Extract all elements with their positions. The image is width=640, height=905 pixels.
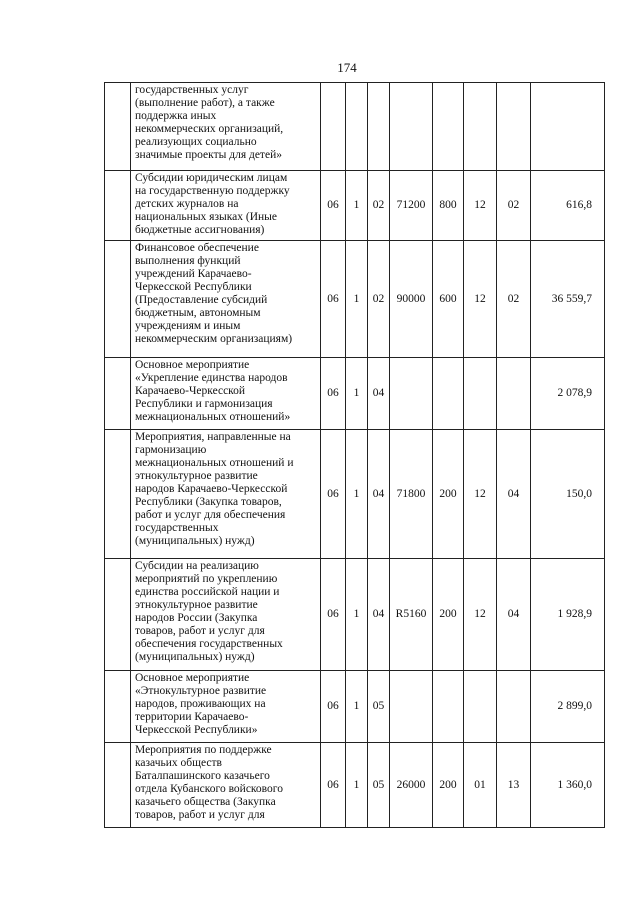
row-number-cell — [105, 671, 131, 743]
row-name-line: «Этнокультурное развитие — [135, 685, 267, 697]
row-name-line: Карачаево-Черкесской — [135, 385, 246, 397]
row-name-line: некоммерческих организаций, — [135, 123, 284, 135]
row-name-line: Субсидии юридическим лицам — [135, 172, 288, 184]
section-cell: 06 — [321, 430, 346, 559]
row-name-cell — [131, 83, 321, 171]
amount-cell: 150,0 — [531, 430, 605, 559]
row-name-line: территории Карачаево- — [135, 711, 249, 723]
expense-type-cell — [433, 358, 464, 430]
program-cell: 05 — [368, 743, 390, 828]
row-name-line: межнациональных отношений и — [135, 457, 294, 469]
table-row — [105, 671, 605, 743]
subsection-cell: 1 — [346, 743, 368, 828]
subsection-cell: 1 — [346, 430, 368, 559]
expense-type-cell: 200 — [433, 430, 464, 559]
row-name-cell — [131, 671, 321, 743]
section-cell: 06 — [321, 171, 346, 241]
podrazdel-cell — [497, 83, 531, 171]
row-name-line: казачьего общества (Закупка — [135, 796, 276, 808]
razdel-cell: 12 — [464, 171, 497, 241]
row-name-line: работ и услуг для обеспечения — [135, 509, 286, 521]
subsection-cell: 1 — [346, 671, 368, 743]
table-row — [105, 430, 605, 559]
row-name-line: государственных — [135, 522, 219, 534]
podrazdel-cell: 13 — [497, 743, 531, 828]
row-name-line: реализующих социально — [135, 136, 257, 148]
razdel-cell: 12 — [464, 430, 497, 559]
expense-type-cell — [433, 83, 464, 171]
row-name-line: Республики (Закупка товаров, — [135, 496, 282, 508]
row-name-line: Финансовое обеспечение — [135, 242, 259, 254]
amount-cell: 616,8 — [531, 171, 605, 241]
razdel-cell: 12 — [464, 559, 497, 671]
row-name-line: бюджетным, автономным — [135, 307, 261, 319]
amount-cell: 2 899,0 — [531, 671, 605, 743]
podrazdel-cell: 02 — [497, 241, 531, 358]
target-cell: 90000 — [390, 241, 433, 358]
program-cell: 02 — [368, 171, 390, 241]
subsection-cell: 1 — [346, 358, 368, 430]
row-name-line: государственных услуг — [135, 84, 249, 96]
program-cell: 02 — [368, 241, 390, 358]
row-name-line: бюджетные ассигнования) — [135, 224, 265, 236]
program-cell: 04 — [368, 559, 390, 671]
row-name-line: поддержка иных — [135, 110, 217, 122]
target-cell — [390, 671, 433, 743]
podrazdel-cell: 02 — [497, 171, 531, 241]
table-row — [105, 358, 605, 430]
row-number-cell — [105, 171, 131, 241]
podrazdel-cell: 04 — [497, 430, 531, 559]
row-name-line: народов России (Закупка — [135, 612, 258, 624]
razdel-cell — [464, 358, 497, 430]
row-name-line: Республики и гармонизация — [135, 398, 273, 410]
row-name-line: народов Карачаево-Черкесской — [135, 483, 288, 495]
row-name-line: отдела Кубанского войскового — [135, 783, 283, 795]
row-name-line: Мероприятия по поддержке — [135, 744, 272, 756]
amount-cell: 1 928,9 — [531, 559, 605, 671]
subsection-cell — [346, 83, 368, 171]
row-name-line: Баталпашинского казачьего — [135, 770, 270, 782]
program-cell — [368, 83, 390, 171]
row-name-line: товаров, работ и услуг для — [135, 809, 265, 821]
row-name-line: этнокультурное развитие — [135, 470, 258, 482]
row-name-line: на государственную поддержку — [135, 185, 290, 197]
table-row — [105, 83, 605, 171]
row-name-line: народов, проживающих на — [135, 698, 266, 710]
program-cell: 05 — [368, 671, 390, 743]
amount-cell: 2 078,9 — [531, 358, 605, 430]
row-name-line: этнокультурное развитие — [135, 599, 258, 611]
row-name-cell — [131, 171, 321, 241]
row-name-line: казачьих обществ — [135, 757, 222, 769]
row-name-line: Основное мероприятие — [135, 672, 250, 684]
row-number-cell — [105, 241, 131, 358]
amount-cell: 36 559,7 — [531, 241, 605, 358]
row-number-cell — [105, 83, 131, 171]
expense-type-cell: 800 — [433, 171, 464, 241]
row-name-line: Мероприятия, направленные на — [135, 431, 291, 443]
row-name-line: обеспечения государственных — [135, 638, 283, 650]
amount-cell: 1 360,0 — [531, 743, 605, 828]
row-name-cell — [131, 430, 321, 559]
row-name-line: некоммерческим организациям) — [135, 333, 293, 345]
podrazdel-cell — [497, 358, 531, 430]
row-name-line: детских журналов на — [135, 198, 239, 210]
row-name-cell — [131, 241, 321, 358]
row-name-line: гармонизацию — [135, 444, 207, 456]
section-cell: 06 — [321, 241, 346, 358]
budget-table — [104, 82, 605, 828]
table-row — [105, 743, 605, 828]
target-cell — [390, 83, 433, 171]
expense-type-cell: 200 — [433, 743, 464, 828]
row-name-line: (Предоставление субсидий — [135, 294, 268, 306]
table-row — [105, 241, 605, 358]
row-name-line: Субсидии на реализацию — [135, 560, 259, 572]
row-number-cell — [105, 743, 131, 828]
budget-table-body — [105, 83, 605, 828]
row-name-line: товаров, работ и услуг для — [135, 625, 265, 637]
target-cell: 71800 — [390, 430, 433, 559]
row-name-line: Основное мероприятие — [135, 359, 250, 371]
row-name-line: мероприятий по укреплению — [135, 573, 278, 585]
podrazdel-cell — [497, 671, 531, 743]
razdel-cell: 12 — [464, 241, 497, 358]
section-cell: 06 — [321, 671, 346, 743]
row-name-line: «Укрепление единства народов — [135, 372, 288, 384]
row-name-line: учреждениям и иным — [135, 320, 241, 332]
section-cell — [321, 83, 346, 171]
row-name-line: Черкесской Республики — [135, 281, 252, 293]
razdel-cell — [464, 83, 497, 171]
row-number-cell — [105, 430, 131, 559]
expense-type-cell: 600 — [433, 241, 464, 358]
row-name-line: межнациональных отношений» — [135, 411, 291, 423]
row-name-line: (выполнение работ), а также — [135, 97, 275, 109]
row-name-line: единства российской нации и — [135, 586, 280, 598]
row-name-line: значимые проекты для детей» — [135, 149, 282, 161]
section-cell: 06 — [321, 743, 346, 828]
target-cell: 71200 — [390, 171, 433, 241]
section-cell: 06 — [321, 358, 346, 430]
table-row — [105, 559, 605, 671]
target-cell: R5160 — [390, 559, 433, 671]
table-row — [105, 171, 605, 241]
row-number-cell — [105, 559, 131, 671]
row-name-cell — [131, 743, 321, 828]
razdel-cell — [464, 671, 497, 743]
subsection-cell: 1 — [346, 559, 368, 671]
program-cell: 04 — [368, 358, 390, 430]
row-name-line: Черкесской Республики» — [135, 724, 258, 736]
target-cell: 26000 — [390, 743, 433, 828]
podrazdel-cell: 04 — [497, 559, 531, 671]
row-name-line: (муниципальных) нужд) — [135, 651, 255, 663]
expense-type-cell: 200 — [433, 559, 464, 671]
row-name-line: учреждений Карачаево- — [135, 268, 252, 280]
amount-cell — [531, 83, 605, 171]
page-number: 174 — [337, 60, 357, 75]
row-name-cell — [131, 358, 321, 430]
row-number-cell — [105, 358, 131, 430]
row-name-line: (муниципальных) нужд) — [135, 535, 255, 547]
program-cell: 04 — [368, 430, 390, 559]
subsection-cell: 1 — [346, 241, 368, 358]
row-name-line: выполнения функций — [135, 255, 241, 267]
section-cell: 06 — [321, 559, 346, 671]
expense-type-cell — [433, 671, 464, 743]
razdel-cell: 01 — [464, 743, 497, 828]
target-cell — [390, 358, 433, 430]
row-name-line: национальных языках (Иные — [135, 211, 277, 223]
subsection-cell: 1 — [346, 171, 368, 241]
row-name-cell — [131, 559, 321, 671]
